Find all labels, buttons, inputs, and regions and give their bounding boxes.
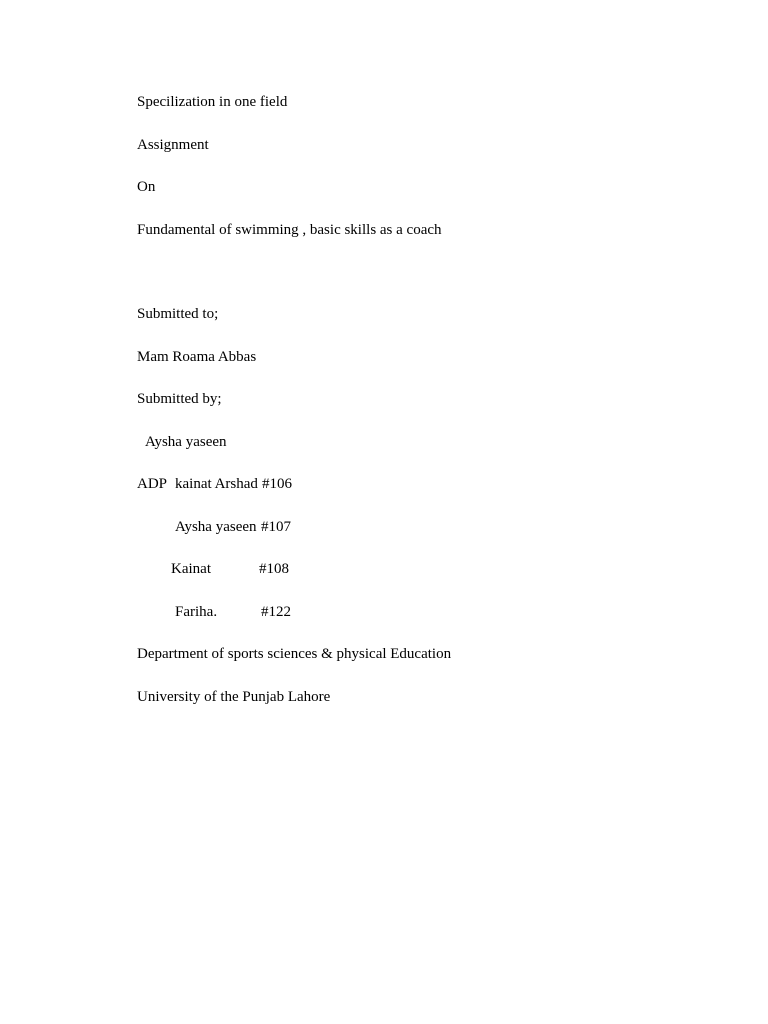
member-number: #107 <box>261 519 291 535</box>
member-name: Aysha yaseen <box>175 519 257 535</box>
submitted-by-label: Submitted by; <box>137 391 222 407</box>
program-label: ADP <box>137 476 168 492</box>
submitted-by-name: Aysha yaseen <box>145 434 227 450</box>
member-name: kainat Arshad <box>175 476 258 492</box>
submitted-to-label: Submitted to; <box>137 306 219 322</box>
on-label: On <box>137 179 156 195</box>
submitted-to-name: Mam Roama Abbas <box>137 349 257 365</box>
department-name: Department of sports sciences & physical Education <box>137 646 452 662</box>
member-number: #108 <box>259 561 289 577</box>
member-name: Fariha. <box>175 604 218 620</box>
member-name: Kainat <box>171 561 211 577</box>
course-title: Specilization in one field <box>137 94 288 110</box>
university-name: University of the Punjab Lahore <box>137 689 331 705</box>
member-number: #122 <box>261 604 291 620</box>
member-number: #106 <box>262 476 292 492</box>
assignment-topic: Fundamental of swimming , basic skills as a coach <box>137 222 442 238</box>
assignment-label: Assignment <box>137 137 209 153</box>
